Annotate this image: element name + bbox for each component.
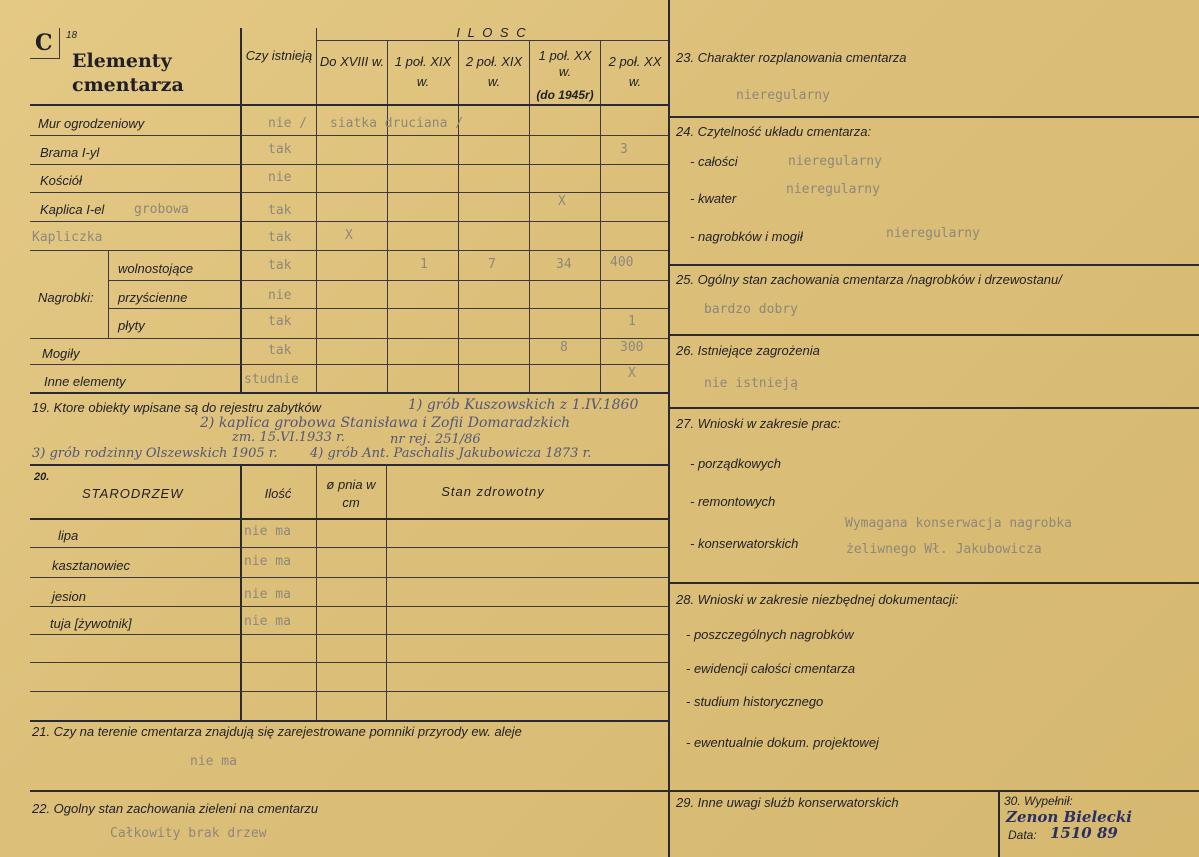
q27-value-2: żeliwnego Wł. Jakubowicza	[846, 542, 1042, 557]
row-label-wall-mounted: przyścienne	[118, 290, 188, 305]
tree-qty: nie ma	[244, 524, 291, 539]
row-label-other: Inne elementy	[44, 374, 126, 389]
q28-item: - ewentualnie dokum. projektowej	[686, 735, 879, 750]
divider	[30, 135, 668, 136]
row-label-graves: Mogiły	[42, 346, 80, 361]
section-marker: C	[35, 30, 53, 56]
divider	[386, 464, 387, 720]
q19-label: 19. Ktore obiekty wpisane są do rejestru zabytków	[32, 400, 322, 415]
divider	[670, 582, 1199, 584]
col-2-xx-header: 2 poł. XX w.	[608, 54, 662, 89]
divider	[30, 104, 668, 106]
q19-hand-3: zm. 15.VI.1933 r.	[232, 430, 345, 445]
exists-value: tak	[268, 142, 292, 157]
q27-item: - remontowych	[690, 494, 776, 509]
q25-label: 25. Ogólny stan zachowania cmentarza /nagrobków i drzewostanu/	[676, 272, 1062, 287]
q30-date-label: Data:	[1008, 828, 1037, 842]
col-1-xx-sub: (do 1945r)	[536, 88, 594, 102]
divider	[30, 392, 668, 394]
qty-value: 34	[556, 257, 572, 272]
q19-hand-1: 1) grób Kuszowskich z 1.IV.1860	[408, 397, 639, 413]
q26-label: 26. Istniejące zagrożenia	[676, 343, 820, 358]
tree-qty: nie ma	[244, 587, 291, 602]
divider	[108, 250, 109, 338]
q20-state-header: Stan zdrowotny	[441, 484, 545, 499]
q19-hand-2: 2) kaplica grobowa Stanisława i Zofii Domaradzkich	[200, 415, 571, 431]
q21-label: 21. Czy na terenie cmentarza znajdują się zarejestrowane pomniki przyrody ew. aleje	[32, 724, 522, 739]
qty-value: 1	[420, 257, 428, 272]
divider	[30, 221, 668, 222]
exists-value: tak	[268, 314, 292, 329]
divider	[30, 577, 668, 578]
divider	[108, 308, 668, 309]
exists-value: studnie	[244, 372, 299, 387]
q22-label: 22. Ogolny stan zachowania zieleni na cmentarzu	[32, 801, 319, 816]
row-label-gate: Brama I-yl	[40, 145, 100, 160]
divider	[30, 464, 668, 466]
wall-note: siatka druciana /	[330, 116, 464, 131]
tree-name: tuja [żywotnik]	[50, 616, 132, 631]
tree-qty: nie ma	[244, 614, 291, 629]
q24-value: nieregularny	[886, 226, 980, 241]
divider	[30, 790, 668, 792]
exists-value: nie /	[268, 116, 308, 131]
q27-label: 27. Wnioski w zakresie prac:	[676, 416, 841, 431]
q27-value-1: Wymagana konserwacja nagrobka	[845, 516, 1072, 531]
divider	[30, 547, 668, 548]
divider	[30, 691, 668, 692]
tree-name: jesion	[52, 589, 86, 604]
tree-name: lipa	[58, 528, 79, 543]
row-label-chapel-extra: grobowa	[134, 202, 189, 217]
tree-qty: nie ma	[244, 554, 291, 569]
divider	[387, 40, 388, 392]
qty-value: 400	[610, 255, 634, 270]
divider	[30, 606, 668, 607]
q27-item: - porządkowych	[690, 456, 782, 471]
divider	[30, 634, 668, 635]
q21-value: nie ma	[190, 754, 237, 769]
qty-value: X	[558, 194, 566, 209]
q24-label: 24. Czytelność układu cmentarza:	[676, 124, 872, 139]
divider	[240, 464, 242, 720]
q24-item: - nagrobków i mogił	[690, 229, 803, 244]
q20-title: STARODRZEW	[82, 486, 184, 501]
qty-value: X	[628, 366, 636, 381]
exists-value: nie	[268, 288, 292, 303]
row-label-freestanding: wolnostojące	[118, 261, 194, 276]
q27-item: - konserwatorskich	[690, 536, 799, 551]
q20-qty-header: Ilość	[264, 486, 292, 501]
row-label-chapel: Kaplica I-el	[40, 202, 105, 217]
q19-hand-6: 4) grób Ant. Paschalis Jakubowicza 1873 r.	[310, 446, 592, 461]
exists-value: tak	[268, 343, 292, 358]
center-divider	[668, 0, 670, 857]
q20-diam-header: ø pnia w cm	[326, 477, 376, 510]
col-1-xx-header: 1 poł. XX w.	[538, 48, 592, 79]
elements-title-1: Elementy	[72, 50, 172, 72]
divider	[59, 28, 60, 59]
divider	[998, 790, 1000, 857]
qty-value: X	[345, 228, 353, 243]
q23-value: nieregularny	[736, 88, 830, 103]
divider	[30, 364, 668, 365]
col-do-xviii-header: Do XVIII w.	[319, 54, 385, 69]
divider	[458, 40, 459, 392]
divider	[30, 58, 60, 59]
q23-label: 23. Charakter rozplanowania cmentarza	[676, 50, 907, 65]
q20-number: 20.	[34, 471, 50, 483]
col-2-xix-header: 2 poł. XIX w.	[465, 54, 523, 89]
divider	[670, 116, 1199, 118]
divider	[30, 518, 668, 520]
divider	[30, 338, 668, 339]
col-1-xix-header: 1 poł. XIX w.	[394, 54, 452, 89]
qty-value: 300	[620, 340, 644, 355]
divider	[529, 40, 530, 392]
divider	[30, 192, 668, 193]
tree-name: kasztanowiec	[52, 558, 131, 573]
q24-item: - całości	[690, 154, 738, 169]
exists-value: tak	[268, 203, 292, 218]
q24-item: - kwater	[690, 191, 737, 206]
qty-value: 8	[560, 340, 568, 355]
divider	[30, 720, 668, 722]
exists-value: tak	[268, 230, 292, 245]
col-exists-header: Czy istnieją	[245, 48, 313, 63]
q22-value: Całkowity brak drzew	[110, 826, 267, 841]
exists-value: tak	[268, 258, 292, 273]
row-label-church: Kościół	[40, 173, 82, 188]
q19-hand-4: nr rej. 251/86	[390, 432, 481, 447]
q24-value: nieregularny	[788, 154, 882, 169]
divider	[30, 250, 668, 251]
q28-label: 28. Wnioski w zakresie niezbędnej dokumentacji:	[676, 592, 959, 607]
elements-title-2: cmentarza	[72, 74, 184, 96]
divider	[30, 164, 668, 165]
q28-item: - studium historycznego	[686, 694, 824, 709]
q28-item: - poszczególnych nagrobków	[686, 627, 854, 642]
q25-value: bardzo dobry	[704, 302, 798, 317]
divider	[670, 264, 1199, 266]
divider	[670, 790, 1199, 792]
qty-value: 7	[488, 257, 496, 272]
qty-value: 3	[620, 142, 628, 157]
exists-value: nie	[268, 170, 292, 185]
q29-label: 29. Inne uwagi służb konserwatorskich	[676, 795, 899, 810]
col-quantity-header: I L O S C	[456, 25, 528, 40]
divider	[316, 464, 317, 720]
qty-value: 1	[628, 314, 636, 329]
q19-hand-5: 3) grób rodzinny Olszewskich 1905 r.	[32, 446, 278, 461]
q24-value: nieregularny	[786, 182, 880, 197]
q30-date: 1510 89	[1050, 824, 1118, 842]
divider	[670, 407, 1199, 409]
q26-value: nie istnieją	[704, 376, 798, 391]
divider	[108, 280, 668, 281]
divider	[316, 40, 668, 41]
row-label-slabs: płyty	[118, 318, 145, 333]
section-number: 18	[66, 30, 78, 41]
nagrobki-label: Nagrobki:	[38, 290, 94, 305]
divider	[30, 662, 668, 663]
divider	[670, 334, 1199, 336]
q30-label: 30. Wypełnił:	[1004, 794, 1073, 808]
q28-item: - ewidencji całości cmentarza	[686, 661, 856, 676]
divider	[600, 40, 601, 392]
q30-signature: Zenon Bielecki	[1006, 808, 1132, 826]
row-label-wayside-shrine: Kapliczka	[32, 230, 103, 245]
row-label-wall: Mur ogrodzeniowy	[38, 116, 145, 131]
